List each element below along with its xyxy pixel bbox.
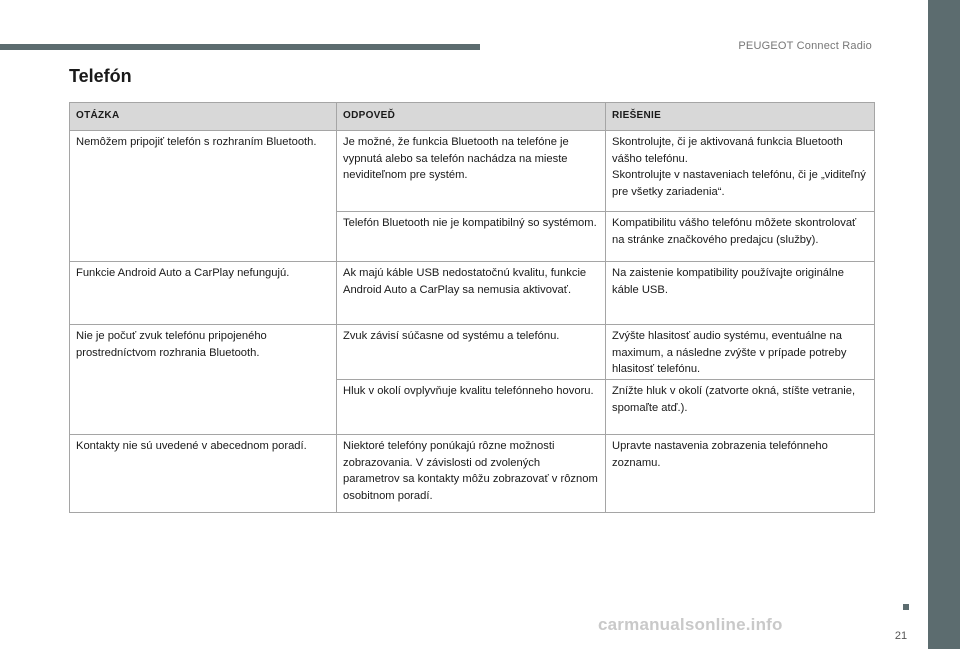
table-row — [70, 262, 875, 325]
faq-table — [69, 102, 875, 513]
table-row — [70, 325, 875, 380]
answer-cell: Je možné, že funkcia Bluetooth na telefóne je vypnutá alebo sa telefón nachádza na mieste neviditeľnom pre systém. — [337, 131, 606, 212]
solution-cell: Znížte hluk v okolí (zatvorte okná, stíšte vetranie, spomaľte atď.). — [606, 380, 875, 435]
question-cell: Kontakty nie sú uvedené v abecednom poradí. — [70, 435, 337, 513]
table-header-row — [70, 103, 875, 131]
brand-label: PEUGEOT Connect Radio — [738, 40, 872, 52]
column-header-answer: ODPOVEĎ — [337, 103, 606, 131]
question-cell: Funkcie Android Auto a CarPlay nefungujú. — [70, 262, 337, 325]
page-title: Telefón — [69, 66, 132, 86]
answer-cell: Ak majú káble USB nedostatočnú kvalitu, funkcie Android Auto a CarPlay sa nemusia aktivovať. — [337, 262, 606, 325]
answer-cell: Telefón Bluetooth nie je kompatibilný so systémom. — [337, 212, 606, 262]
question-cell: Nie je počuť zvuk telefónu pripojeného prostredníctvom rozhrania Bluetooth. — [70, 325, 337, 435]
page-marker-square — [903, 604, 909, 610]
solution-cell: Upravte nastavenia zobrazenia telefónneho zoznamu. — [606, 435, 875, 513]
watermark-text: carmanualsonline.info — [598, 615, 783, 634]
solution-cell: Na zaistenie kompatibility používajte originálne káble USB. — [606, 262, 875, 325]
column-header-solution: RIEŠENIE — [606, 103, 875, 131]
table-row — [70, 131, 875, 212]
right-side-strip — [928, 0, 960, 649]
table-row — [70, 435, 875, 513]
question-cell: Nemôžem pripojiť telefón s rozhraním Bluetooth. — [70, 131, 337, 262]
solution-cell: Zvýšte hlasitosť audio systému, eventuálne na maximum, a následne zvýšte v prípade potreby hlasitosť telefónu. — [606, 325, 875, 380]
page-number: 21 — [894, 630, 908, 642]
column-header-question: OTÁZKA — [70, 103, 337, 131]
solution-cell: Kompatibilitu vášho telefónu môžete skontrolovať na stránke značkového predajcu (služby). — [606, 212, 875, 262]
solution-cell: Skontrolujte, či je aktivovaná funkcia Bluetooth vášho telefónu. Skontrolujte v nastaveniach telefónu, či je „viditeľný pre všetky zariadenia“. — [606, 131, 875, 212]
answer-cell: Zvuk závisí súčasne od systému a telefónu. — [337, 325, 606, 380]
answer-cell: Hluk v okolí ovplyvňuje kvalitu telefónneho hovoru. — [337, 380, 606, 435]
top-accent-bar — [0, 44, 480, 50]
answer-cell: Niektoré telefóny ponúkajú rôzne možnosti zobrazovania. V závislosti od zvolených parametrov sa kontakty môžu zobrazovať v rôznom osobitnom poradí. — [337, 435, 606, 513]
